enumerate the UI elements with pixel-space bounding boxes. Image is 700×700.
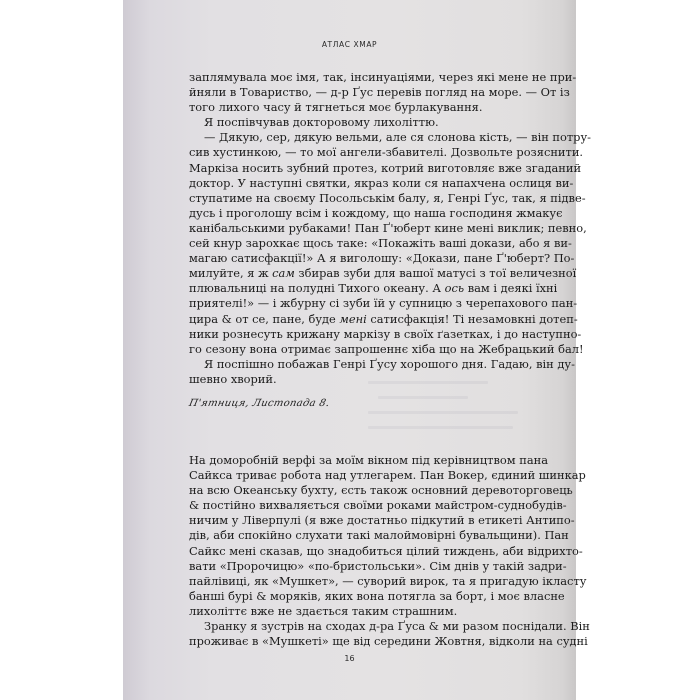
text-line: Сайкса триває робота над утлегарем. Пан Вокер, єдиний шинкар (189, 468, 586, 483)
text-line: ники рознесуть крижану маркізу в своїх ґазетках, і до наступно- (189, 326, 582, 341)
text-line: дусь і проголошу всім і кождому, що наша господиня жмакує (189, 205, 563, 220)
text-line: Маркіза носить зубний протез, котрий виготовляє вже згаданий (189, 160, 582, 175)
text-line: приятелі!» — і жбурну сі зуби їй у супницю з черепахового пан- (189, 296, 578, 311)
text-line: милуйте, я ж сам збирав зуби для вашої матусі з тої величезної (189, 266, 577, 281)
bleed-through-text (368, 381, 528, 441)
text-line: Сайкс мені сказав, що знадобиться цілий тиждень, аби відрихто- (189, 543, 583, 558)
page-number: 16 (344, 654, 355, 663)
text-line: Зранку я зустрів на сходах д-ра Ґуса & ми разом поснідали. Він (204, 619, 590, 634)
text-line: банші бурі & моряків, яких вона потягла за борт, і моє власне (189, 588, 565, 603)
text-line: шевно хворий. (189, 371, 277, 386)
text-line: ничим у Ліверпулі (я вже достатньо підкутий в етикеті Антипо- (189, 513, 575, 528)
text-line: плювальниці на полудні Тихого океану. А ось вам і деякі їхні (189, 281, 558, 296)
text-line: ступатиме на своєму Посольськім балу, я, Генрі Ґус, так, я підве- (189, 190, 586, 205)
text-line: вати «Пророчицю» «по-бристольськи». Сім днів у такій задри- (189, 558, 567, 573)
text-line: дів, аби спокійно слухати такі малоймовірні бувальщини). Пан (189, 528, 569, 543)
text-line: проживає в «Мушкеті» ще від середини Жовтня, відколи на судні (189, 634, 588, 649)
text-line: го сезону вона отримає запрошеннє хіба що на Жебрацький бал! (189, 341, 584, 356)
text-line: пайлівиці, як «Мушкет», — суворий вирок, та я пригадую ікласту (189, 573, 587, 588)
text-line: лихоліттє вже не здається таким страшним. (189, 603, 458, 618)
text-line: на всю Океанську бухту, єсть також основний деревоторговець (189, 483, 573, 498)
text-line: Я поспішно побажав Генрі Ґусу хорошого дня. Гадаю, він ду- (204, 356, 575, 371)
text-line: цира & от се, пане, буде мені сатисфакція! Ті незамовкні дотеп- (189, 311, 578, 326)
text-line: сей кнур зарохкає щось таке: «Покажіть ваші докази, або я ви- (189, 236, 572, 251)
book-page (123, 0, 592, 700)
text-line: канібальськими рубаками! Пан Ґ'юберт кине мені виклик; певно, (189, 220, 587, 235)
text-line: сив хустинкою, — то мої ангели-збавителі. Дозвольте розяснити. (189, 145, 584, 160)
text-section-1 (189, 70, 592, 387)
text-line: заплямувала моє імя, так, інсинуаціями, через які мене не при- (189, 70, 577, 84)
text-line: доктор. У наступні святки, якраз коли ся напахчена ослиця ви- (189, 175, 574, 190)
text-line: На доморобній верфі за моїм вікном під керівництвом пана (189, 453, 548, 467)
text-section-2 (189, 453, 590, 649)
diary-date-heading: П'ятниця, Листопада 8. (187, 398, 331, 409)
text-line: магаю сатисфакції!» А я виголошу: «Докази, пане Ґ'юберт? По- (189, 251, 575, 266)
running-head: АТЛАС ХМАР (321, 40, 378, 49)
text-line: Я поспівчував докторовому лихоліттю. (204, 115, 439, 130)
text-line: того лихого часу й тягнеться моє бурлакування. (189, 100, 483, 115)
text-line: — Дякую, сер, дякую вельми, але ся слонова кість, — він потру- (204, 130, 592, 145)
text-line: & постійно вихваляється своїми роками майстром-суднобудів- (189, 498, 567, 513)
text-line: йняли в Товариство, — д-р Ґус перевів погляд на море. — От із (189, 85, 570, 100)
